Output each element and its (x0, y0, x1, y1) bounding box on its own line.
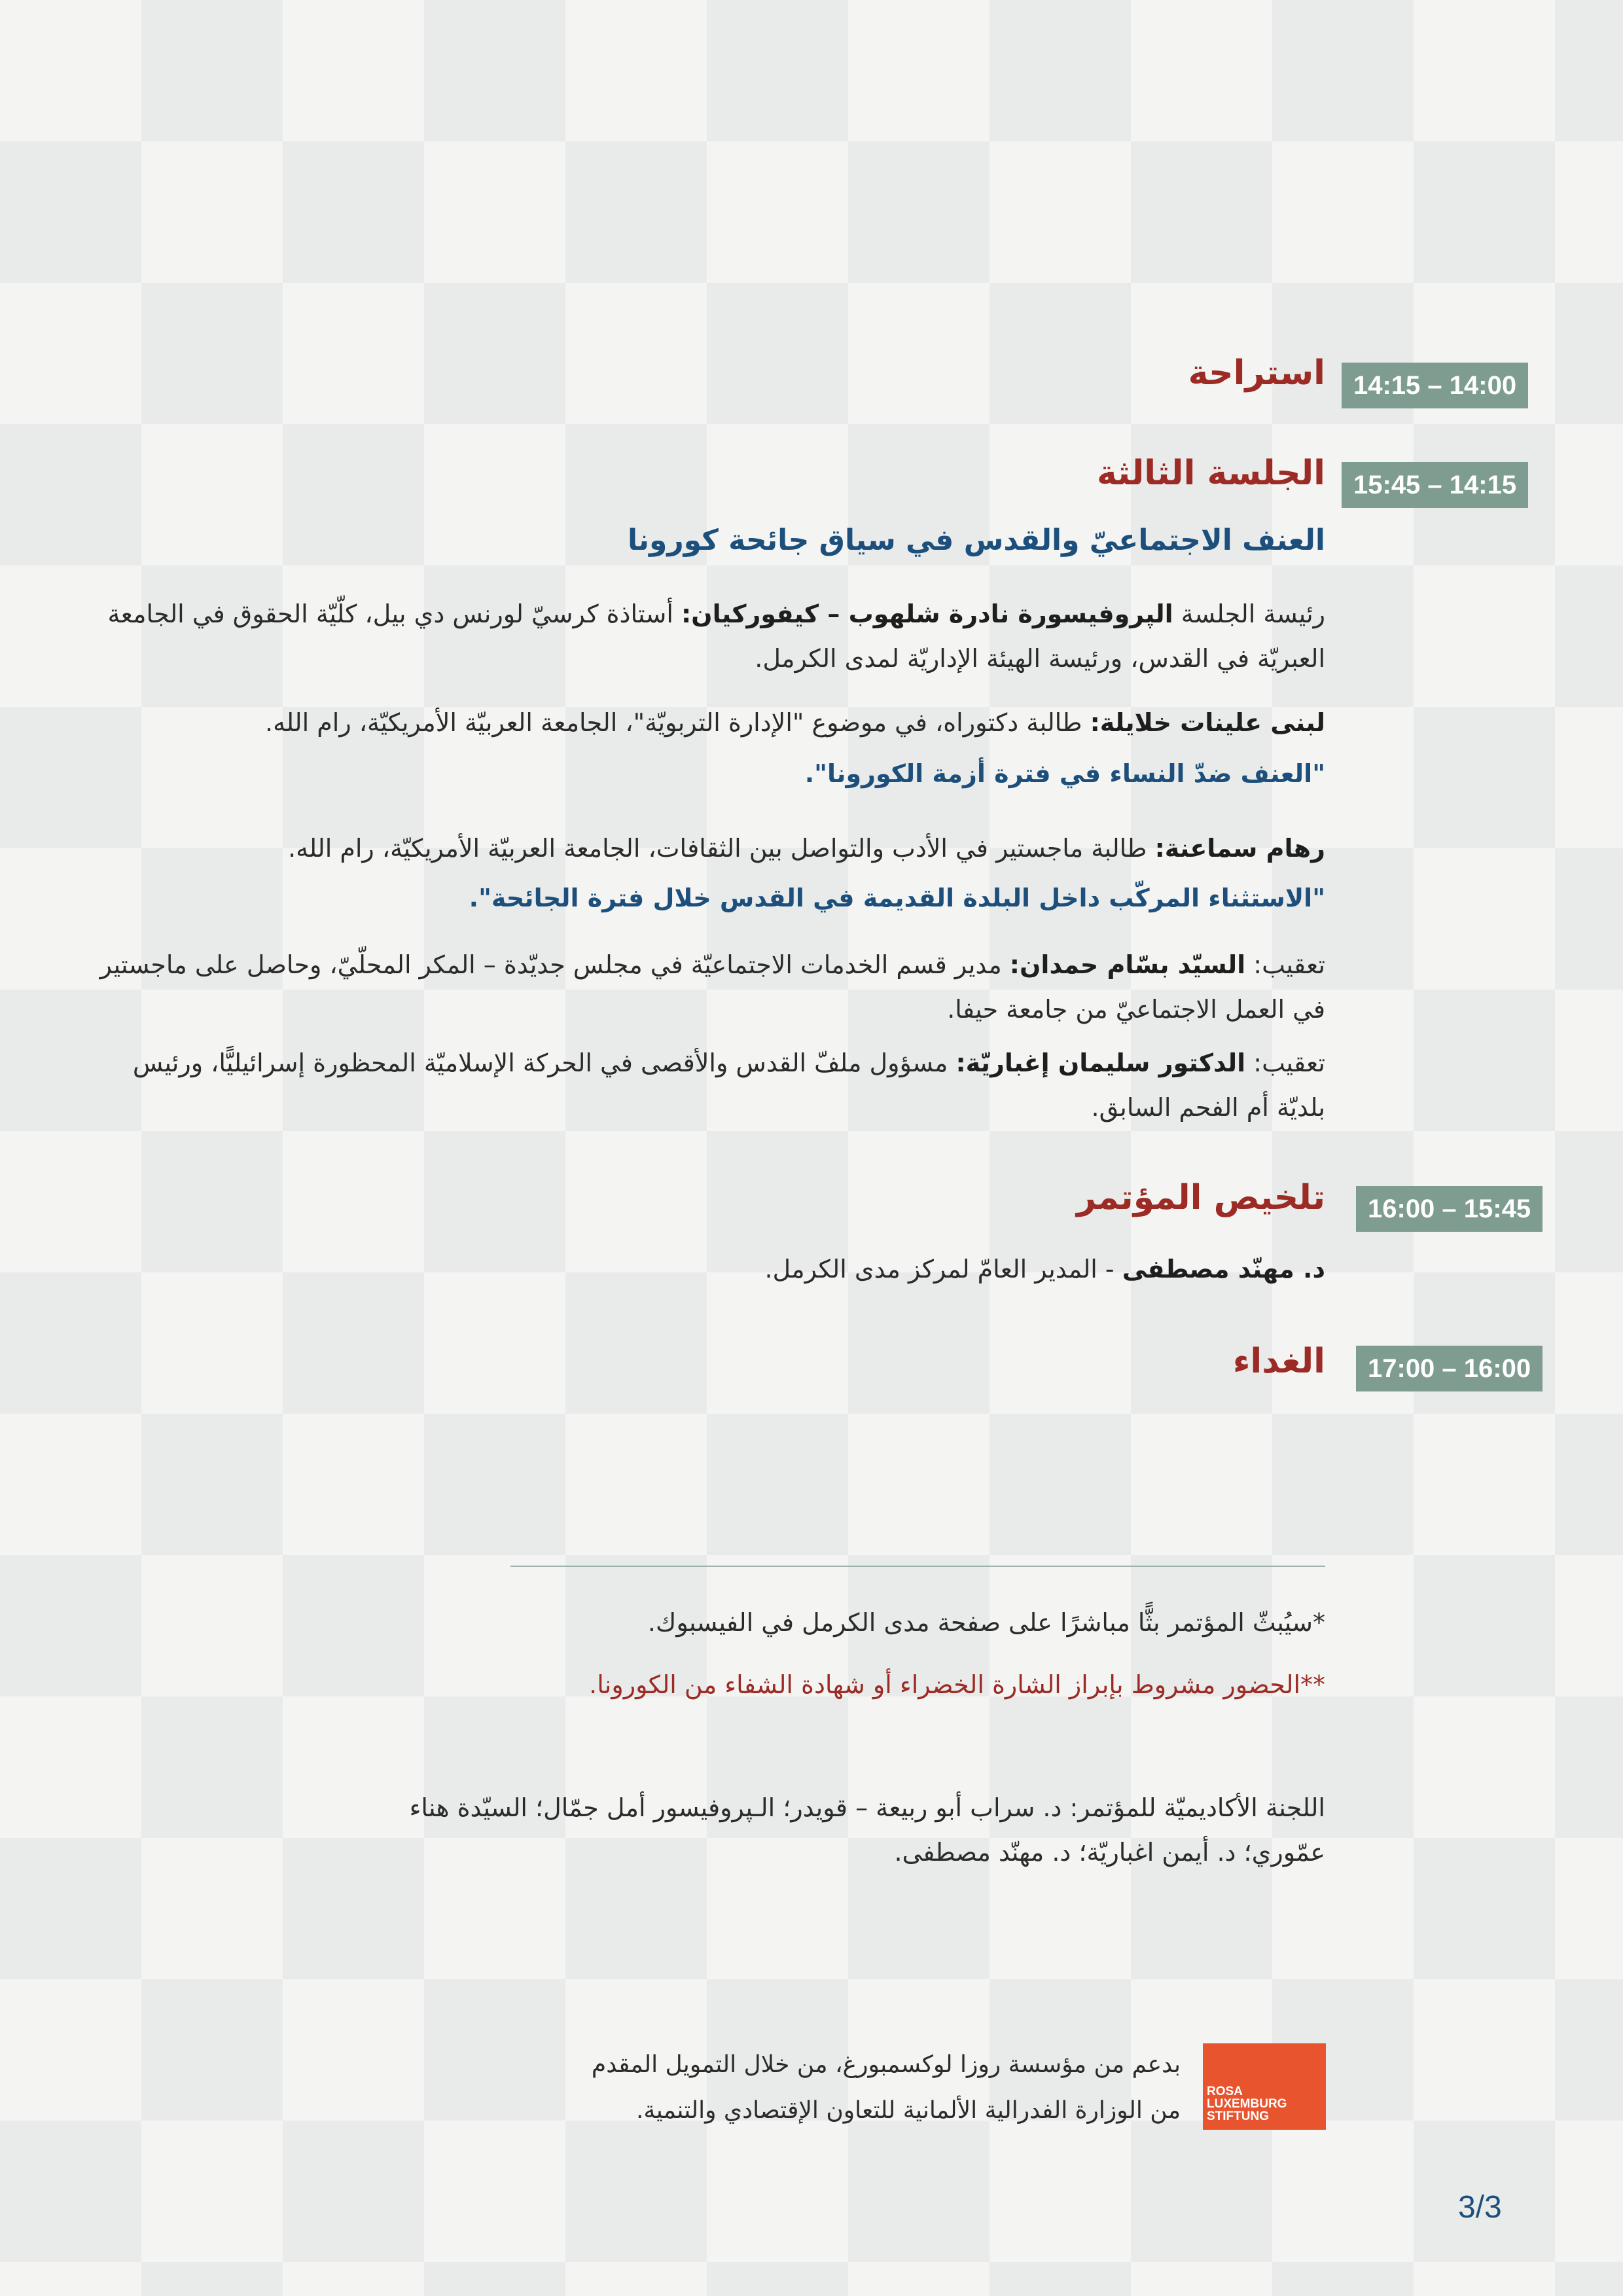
session-title-break: استراحة (1188, 353, 1325, 393)
chair-bio: أستاذة كرسيّ لورنس دي بيل، كلّيّة الحقوق في الجامعة العبريّة في القدس، ورئيسة الهيئة الإداريّة لمدى الكرمل. (107, 600, 1325, 673)
summary-speaker-role: - المدير العامّ لمركز مدى الكرمل. (764, 1255, 1122, 1283)
comment-2 (95, 1041, 1325, 1130)
comment-1-bio: مدير قسم الخدمات الاجتماعيّة في مجلس جديّدة – المكر المحلّيّ، وحاصل على ماجستير في العمل الاجتماعيّ من جامعة حيفا. (99, 950, 1325, 1024)
time-slot-session-3: 15:45 – 14:15 (1342, 462, 1528, 508)
logo-line-3: STIFTUNG (1207, 2109, 1269, 2123)
logo-line-1: ROSA (1207, 2085, 1243, 2098)
time-slot-summary: 16:00 – 15:45 (1356, 1186, 1543, 1232)
speaker-2 (95, 826, 1325, 870)
academic-committee: اللجنة الأكاديميّة للمؤتمر: د. سراب أبو ربيعة – قويدر؛ الـپروفيسور أمل جمّال؛ السيّدة هناء عمّوري؛ د. أيمن اغباريّة؛ د. مهنّد مصطفى. (409, 1793, 1325, 1867)
session-title-lunch: الغداء (1232, 1342, 1325, 1381)
comment-1 (95, 942, 1325, 1031)
session-title-summary: تلخيص المؤتمر (1076, 1178, 1325, 1217)
comment-2-prefix: تعقيب: (1245, 1049, 1325, 1077)
chair-name: الپروفيسورة نادرة شلهوب – كيفوركيان: (681, 600, 1173, 628)
page-number: 3/3 (1458, 2190, 1502, 2225)
time-slot-lunch: 17:00 – 16:00 (1356, 1346, 1543, 1391)
summary-speaker (95, 1247, 1325, 1291)
speaker-1-bio: طالبة دكتوراه، في موضوع "الإدارة التربويّة"، الجامعة العربيّة الأمريكيّة، رام الله. (265, 708, 1090, 737)
speaker-1 (95, 700, 1325, 745)
session-chair (95, 592, 1325, 681)
broadcast-note: *سيُبثّ المؤتمر بثًّا مباشرًا على صفحة مدى الكرمل في الفيسبوك. (647, 1608, 1325, 1637)
attendance-note: **الحضور مشروط بإبراز الشارة الخضراء أو شهادة الشفاء من الكورونا. (589, 1670, 1325, 1699)
speaker-2-bio: طالبة ماجستير في الأدب والتواصل بين الثقافات، الجامعة العربيّة الأمريكيّة، رام الله. (288, 834, 1155, 863)
support-text (592, 2042, 1181, 2134)
speaker-2-name: رهام سماعنة: (1154, 834, 1325, 863)
support-line-1: بدعم من مؤسسة روزا لوكسمبورغ، من خلال التمويل المقدم (591, 2051, 1181, 2078)
speaker-1-name: لبنى علينات خلايلة: (1090, 708, 1325, 737)
comment-1-name: السيّد بسّام حمدان: (1009, 950, 1246, 979)
speaker-2-talk-title: "الاستثناء المركّب داخل البلدة القديمة في القدس خلال فترة الجائحة". (469, 884, 1325, 912)
rosa-luxemburg-logo (1203, 2043, 1326, 2130)
support-line-2: من الوزارة الفدرالية الألمانية للتعاون الإقتصادي والتنمية. (635, 2097, 1181, 2124)
chair-prefix: رئيسة الجلسة (1173, 600, 1325, 628)
divider-line (510, 1566, 1325, 1567)
session-3-subtitle: العنف الاجتماعيّ والقدس في سياق جائحة كورونا (627, 524, 1325, 557)
session-title-session-3: الجلسة الثالثة (1097, 454, 1325, 493)
summary-speaker-name: د. مهنّد مصطفى (1122, 1255, 1325, 1283)
comment-2-name: الدكتور سليمان إغباريّة: (955, 1049, 1246, 1077)
time-slot-break: 14:15 – 14:00 (1342, 363, 1528, 408)
comment-2-bio: مسؤول ملفّ القدس والأقصى في الحركة الإسلاميّة المحظورة إسرائيليًّا، ورئيس بلديّة أم الفحم السابق. (132, 1049, 1325, 1122)
logo-line-2: LUXEMBURG (1207, 2097, 1287, 2111)
comment-1-prefix: تعقيب: (1245, 950, 1325, 979)
speaker-1-talk-title: "العنف ضدّ النساء في فترة أزمة الكورونا". (804, 759, 1325, 788)
